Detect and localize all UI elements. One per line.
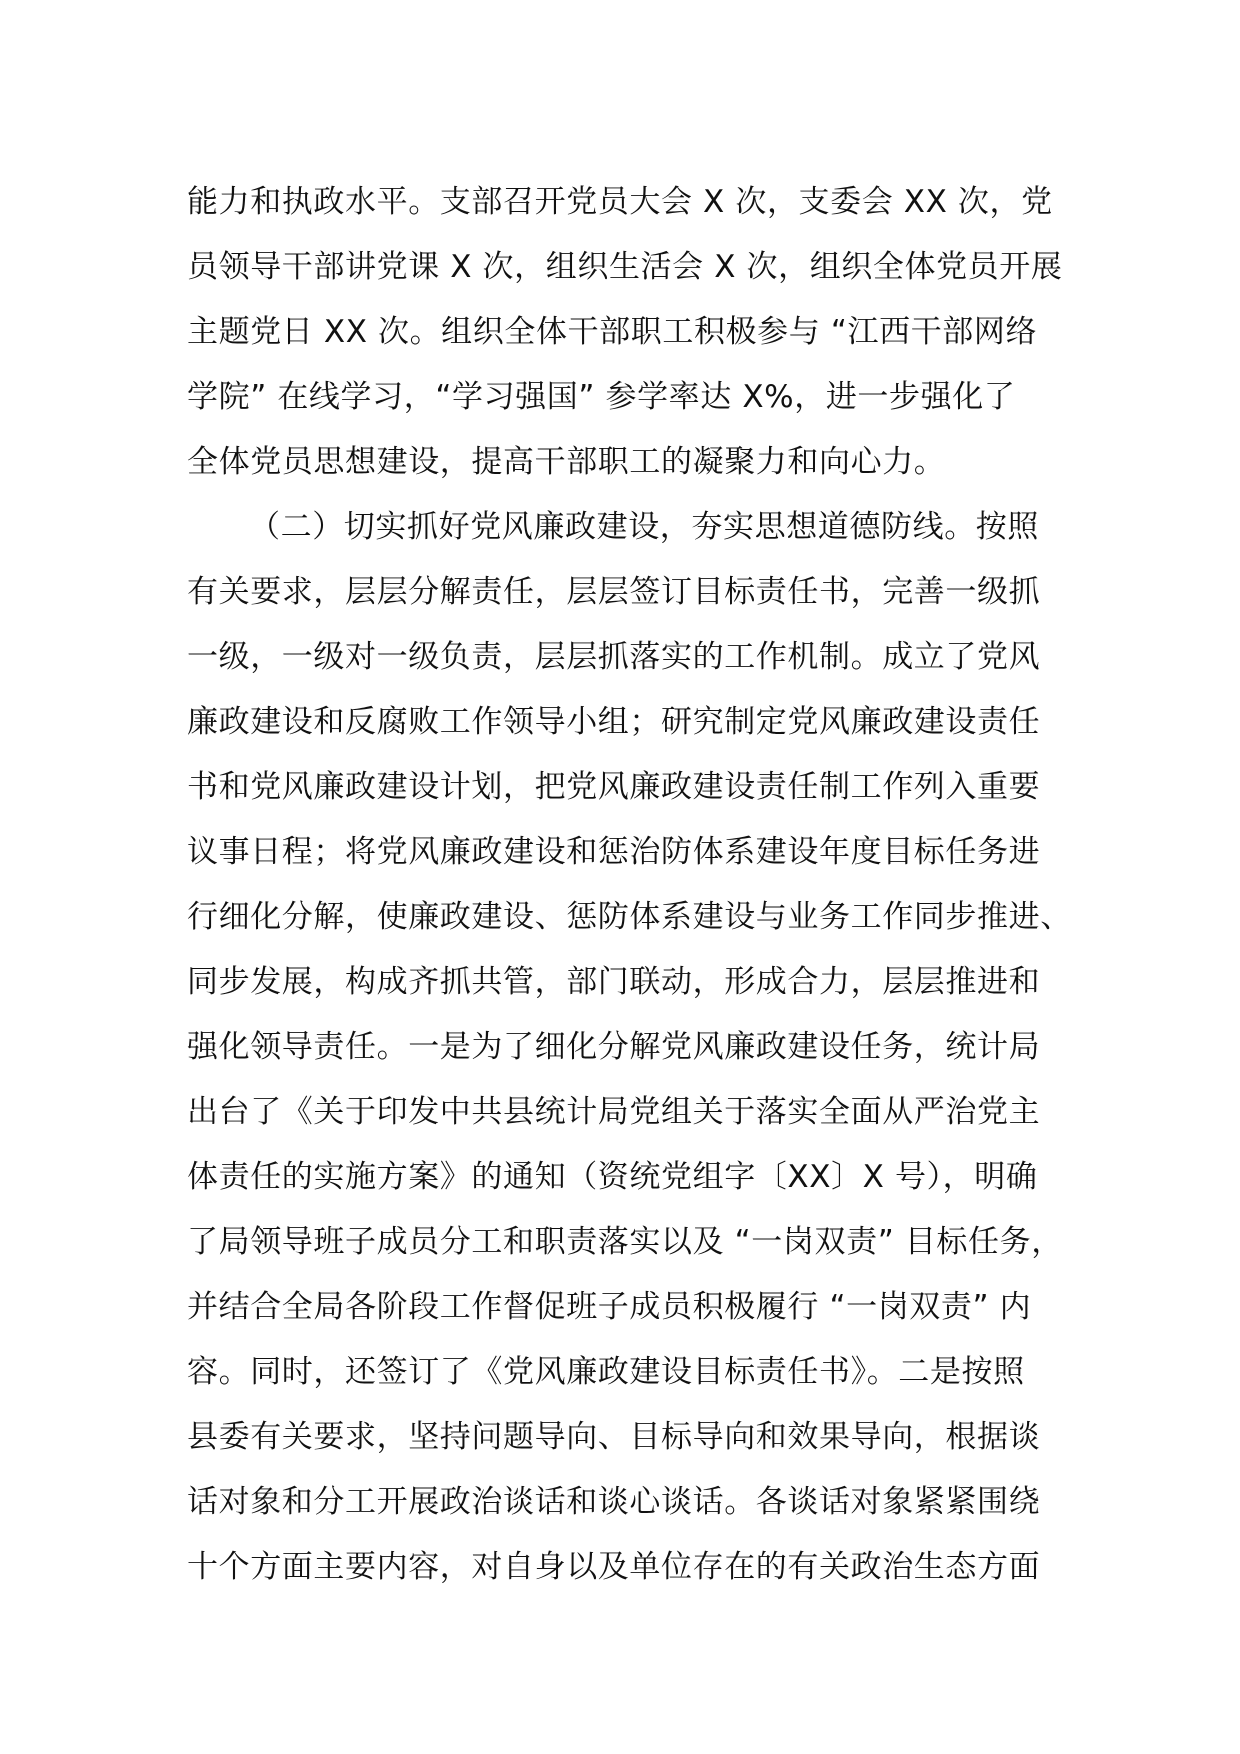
text-line: 并结合全局各阶段工作督促班子成员积极履行 “一岗双责” 内 xyxy=(187,1289,1032,1325)
text-line: 议事日程；将党风廉政建设和惩治防体系建设年度目标任务进 xyxy=(187,834,1041,870)
text-line: 行细化分解，使廉政建设、惩防体系建设与业务工作同步推进、 xyxy=(187,899,1072,935)
text-line: 出台了《关于印发中共县统计局党组关于落实全面从严治党主 xyxy=(187,1094,1041,1130)
text-line: 同步发展，构成齐抓共管，部门联动，形成合力，层层推进和 xyxy=(187,964,1041,1000)
text-line: 员领导干部讲党课 X 次，组织生活会 X 次，组织全体党员开展 xyxy=(187,249,1063,285)
text-line: 有关要求，层层分解责任，层层签订目标责任书，完善一级抓 xyxy=(187,574,1041,610)
text-line: 廉政建设和反腐败工作领导小组；研究制定党风廉政建设责任 xyxy=(187,704,1041,740)
text-line: 县委有关要求，坚持问题导向、目标导向和效果导向，根据谈 xyxy=(187,1419,1041,1455)
text-line: 了局领导班子成员分工和职责落实以及 “一岗双责” 目标任务， xyxy=(187,1224,1063,1260)
text-line: 容。同时，还签订了《党风廉政建设目标责任书》。二是按照 xyxy=(187,1354,1025,1390)
text-line: 主题党日 XX 次。组织全体干部职工积极参与 “江西干部网络 xyxy=(187,314,1038,350)
text-line: 书和党风廉政建设计划，把党风廉政建设责任制工作列入重要 xyxy=(187,769,1041,805)
text-line: 全体党员思想建设，提高干部职工的凝聚力和向心力。 xyxy=(187,444,946,480)
text-line: 能力和执政水平。支部召开党员大会 X 次，支委会 XX 次，党 xyxy=(187,184,1053,220)
body-text xyxy=(187,170,1072,1600)
text-line: 话对象和分工开展政治谈话和谈心谈话。各谈话对象紧紧围绕 xyxy=(187,1484,1041,1520)
text-line: 十个方面主要内容，对自身以及单位存在的有关政治生态方面 xyxy=(187,1549,1041,1585)
text-line: 一级，一级对一级负责，层层抓落实的工作机制。成立了党风 xyxy=(187,639,1041,675)
section-heading-line: （二）切实抓好党风廉政建设，夯实思想道德防线。按照 xyxy=(249,509,1039,545)
text-line: 学院” 在线学习，“学习强国” 参学率达 X%，进一步强化了 xyxy=(187,379,1016,415)
text-line: 强化领导责任。一是为了细化分解党风廉政建设任务，统计局 xyxy=(187,1029,1041,1065)
text-line: 体责任的实施方案》的通知（资统党组字〔XX〕X 号），明确 xyxy=(187,1159,1038,1195)
